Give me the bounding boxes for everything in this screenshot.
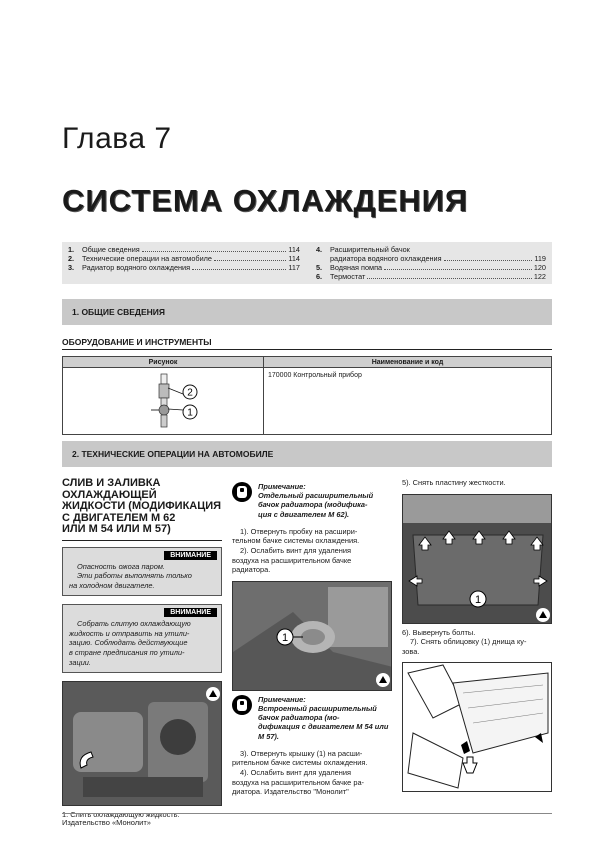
callout-1: 1: [474, 593, 482, 606]
note-line: бачок радиатора (модифика-: [258, 500, 368, 510]
toc-entry[interactable]: [316, 245, 546, 254]
toc-page: 114: [288, 254, 300, 263]
warning-line: Собрать слитую охлаждающую: [77, 619, 191, 629]
toc-page: 117: [288, 263, 300, 272]
step-text: рительном бачке системы охлаждения.: [232, 758, 368, 768]
toc-entry[interactable]: [68, 245, 300, 254]
section-heading-general: 1. ОБЩИЕ СВЕДЕНИЯ: [62, 299, 552, 325]
step-text: воздуха на расширительном бачке ра-: [232, 777, 365, 787]
left-column: [62, 478, 222, 820]
toc-entry[interactable]: [316, 272, 546, 281]
divider: [62, 349, 552, 350]
note-line: М 57).: [258, 731, 279, 741]
note-title: Примечание:: [258, 694, 306, 704]
note-line: Встроенный расширительный: [258, 703, 377, 713]
publisher-footer: Издательство «Монолит»: [62, 818, 151, 827]
toc-title: Водяная помпа: [330, 263, 383, 272]
toc-title: Общие сведения: [82, 245, 140, 254]
note-icon: [232, 482, 252, 502]
toc-leader: [444, 260, 533, 261]
toc-num: 4.: [316, 245, 323, 254]
toc-leader: [142, 251, 287, 252]
note-line: бачок радиатора (мо-: [258, 713, 340, 723]
warning-line: зации.: [69, 657, 91, 667]
callout-1: 1: [281, 631, 289, 644]
warning-line: Эти работы выполнять только: [77, 571, 192, 581]
toc-left-column: [68, 245, 300, 272]
op-title-line: СЛИВ И ЗАЛИВКА: [62, 477, 161, 489]
callout-2: 2: [187, 387, 193, 399]
toc-leader: [367, 278, 531, 279]
warning-tag: ВНИМАНИЕ: [164, 608, 217, 617]
toc-num: 6.: [316, 272, 323, 281]
toc-page: 119: [534, 254, 546, 263]
divider: [62, 540, 222, 541]
note-line: ция с двигателем М 62).: [258, 509, 350, 519]
tool-name-cell: 170000 Контрольный прибор: [264, 368, 552, 435]
toc-num: 1.: [68, 245, 75, 254]
middle-column: [232, 478, 392, 797]
note-line: дификация с двигателем М 54 или: [258, 722, 389, 732]
warning-line: Опасность ожога паром.: [77, 561, 165, 571]
right-column: [402, 478, 552, 792]
test-instrument-figure: [67, 372, 257, 428]
table-of-contents: [62, 242, 552, 284]
step-text: 2). Ослабить винт для удаления: [240, 546, 351, 555]
table-row: [63, 368, 552, 435]
toc-leader: [192, 269, 286, 270]
warning-line: на холодном двигателе.: [69, 580, 155, 590]
op-title-line: ИЛИ М 54 ИЛИ М 57): [62, 523, 171, 535]
step-text: воздуха на расширительном бачке: [232, 555, 352, 565]
warning-line: в стране предписания по утили-: [69, 648, 185, 658]
toc-leader: [384, 269, 532, 270]
op-title-line: ОХЛАЖДАЮЩЕЙ: [62, 488, 157, 501]
step-text: тельном бачке системы охлаждения.: [232, 536, 360, 546]
step-text: 4). Ослабить винт для удаления: [240, 767, 351, 777]
expansion-tank-photo: [232, 581, 392, 691]
toc-title: Радиатор водяного охлаждения: [82, 263, 191, 272]
toc-title: Термостат: [330, 272, 366, 281]
toc-num: 2.: [68, 254, 75, 263]
toc-title: Технические операции на автомобиле: [82, 254, 212, 263]
toc-right-column: [316, 245, 546, 281]
warning-tag: ВНИМАНИЕ: [164, 551, 217, 560]
step-6-text: 6). Вывернуть болты.: [402, 627, 476, 637]
step-7-text-cont: зова.: [402, 646, 420, 656]
toc-entry[interactable]: [68, 263, 300, 272]
op-title-line: С ДВИГАТЕЛЕМ М 62: [62, 511, 176, 524]
note-integrated-tank: [232, 695, 392, 741]
step-5-text: 5). Снять пластину жесткости.: [402, 478, 506, 487]
note-line: Отдельный расширительный: [258, 491, 374, 501]
toc-entry[interactable]: [316, 254, 546, 263]
step-7-text: 7). Снять облицовку (1) днища ку-: [410, 637, 527, 647]
equipment-subheading: ОБОРУДОВАНИЕ И ИНСТРУМЕНТЫ: [62, 337, 212, 347]
note-separate-tank: [232, 482, 392, 519]
toc-leader: [214, 260, 286, 261]
operation-title: [62, 478, 222, 536]
warning-line: зацию. Соблюдать действующие: [69, 638, 188, 648]
underbody-diagram: [402, 662, 552, 792]
chapter-title: СИСТЕМА ОХЛАЖДЕНИЯ: [62, 183, 469, 218]
section-heading-operations: 2. ТЕХНИЧЕСКИЕ ОПЕРАЦИИ НА АВТОМОБИЛЕ: [62, 441, 552, 467]
toc-entry[interactable]: [316, 263, 546, 272]
callout-1: 1: [187, 407, 193, 419]
op-title-line: ЖИДКОСТИ (МОДИФИКАЦИЯ: [62, 500, 222, 512]
note-title: Примечание:: [258, 482, 306, 491]
table-header: Рисунок: [63, 357, 264, 368]
underbody-panel-photo: [402, 494, 552, 624]
step-text: 3). Отвернуть крышку (1) на расши-: [240, 748, 363, 758]
step-text: диатора. Издательство "Монолит": [232, 787, 349, 797]
toc-entry[interactable]: [68, 254, 300, 263]
note-icon: [232, 695, 252, 715]
engine-drain-photo: [62, 681, 222, 806]
table-header: Наименование и код: [264, 357, 552, 368]
step-text: радиатора.: [232, 565, 271, 575]
warning-box-disposal: [62, 604, 222, 673]
toc-num: 5.: [316, 263, 323, 272]
toc-page: 114: [288, 245, 300, 254]
toc-page: 120: [533, 263, 546, 272]
toc-page: 122: [533, 272, 546, 281]
chapter-number: Глава 7: [62, 122, 172, 155]
toc-num: 3.: [68, 263, 75, 272]
step-text: 1). Отвернуть пробку на расшири-: [240, 526, 358, 536]
warning-box-steam: [62, 547, 222, 597]
step-1-caption: 1. Слить охлаждающую жидкость.: [62, 810, 180, 820]
equipment-table: [62, 356, 552, 435]
warning-line: жидкость и отправить на утили-: [69, 628, 190, 638]
toc-title: Расширительный бачок: [330, 245, 410, 254]
toc-title: радиатора водяного охлаждения: [330, 254, 442, 263]
tool-figure-cell: [63, 368, 264, 435]
footer-divider: [62, 813, 552, 814]
